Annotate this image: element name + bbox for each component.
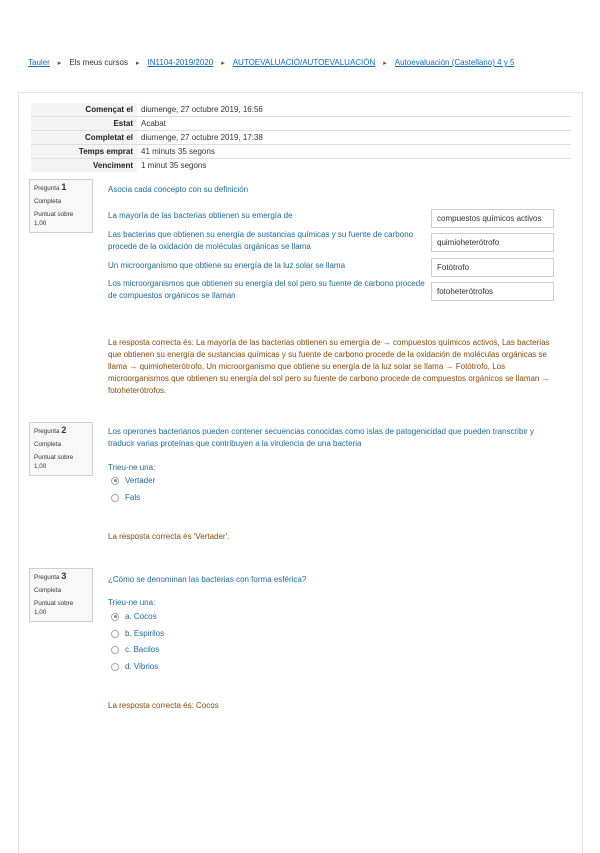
match-prompt: La mayoría de las bacterias obtienen su emergía de [108, 211, 293, 220]
breadcrumb-separator-icon: ▸ [57, 59, 62, 67]
choose-one-label: Trieu-ne una: [108, 598, 156, 607]
option-label: Vertader [125, 476, 156, 485]
question-number: 1 [61, 182, 67, 192]
summary-value: diumenge, 27 octubre 2019, 17:38 [137, 131, 571, 145]
summary-label: Estat [31, 117, 137, 131]
option-false[interactable] [111, 493, 140, 502]
summary-label: Començat el [31, 103, 137, 117]
summary-value: 41 minuts 35 segons [137, 145, 571, 159]
breadcrumb-section[interactable]: AUTOEVALUACIÓ/AUTOEVALUACIÓN [232, 58, 376, 67]
option-c[interactable] [111, 645, 159, 654]
question-grade: 1,00 [34, 609, 47, 616]
breadcrumb-dashboard[interactable]: Tauler [28, 58, 50, 67]
breadcrumb [28, 58, 588, 67]
radio-unchecked-icon[interactable] [111, 494, 119, 502]
choose-one-label: Trieu-ne una: [108, 463, 156, 472]
match-answer-select[interactable]: compuestos químicos activos [431, 209, 554, 228]
attempt-summary-table [31, 103, 571, 172]
summary-value: 1 minut 35 segons [137, 159, 571, 173]
question-grade-label: Puntuat sobre [34, 211, 74, 218]
question-3-feedback: La resposta correcta és: Cocos [108, 701, 219, 710]
question-label: Pregunta [34, 185, 60, 192]
table-row [31, 103, 571, 117]
radio-unchecked-icon[interactable] [111, 630, 119, 638]
radio-unchecked-icon[interactable] [111, 663, 119, 671]
option-label: a. Cocos [125, 612, 157, 621]
summary-label: Temps emprat [31, 145, 137, 159]
option-label: c. Bacilos [125, 645, 160, 654]
table-row [31, 131, 571, 145]
radio-unchecked-icon[interactable] [111, 646, 119, 654]
match-prompt: Las bacterias que obtienen su energía de sustancias químicas y su fuente de carbono procede de la oxidación de moléculas orgánicas se llama [108, 230, 414, 251]
question-1-text: Asocia cada concepto con su definición [108, 185, 249, 194]
question-2-feedback: La resposta correcta és 'Vertader'. [108, 532, 230, 541]
table-row [31, 145, 571, 159]
match-prompt: Un microorganismo que obtiene su energía de la luz solar se llama [108, 261, 346, 270]
question-state: Completa [34, 198, 61, 205]
question-number: 2 [61, 425, 67, 435]
question-grade-label: Puntuat sobre [34, 454, 74, 461]
breadcrumb-my-courses: Els meus cursos [69, 58, 128, 67]
question-number: 3 [61, 571, 67, 581]
option-label: d. Vibrios [125, 662, 159, 671]
option-a[interactable] [111, 612, 157, 621]
table-row [31, 159, 571, 173]
question-label: Pregunta [34, 428, 60, 435]
match-answer-select[interactable]: fotoheterótrofos [431, 282, 554, 301]
radio-checked-icon[interactable] [111, 613, 119, 621]
option-true[interactable] [111, 476, 155, 485]
match-answer-select[interactable]: quimioheterótrofo [431, 233, 554, 252]
question-grade-label: Puntuat sobre [34, 600, 74, 607]
option-b[interactable] [111, 629, 164, 638]
question-state: Completa [34, 441, 61, 448]
breadcrumb-separator-icon: ▸ [136, 59, 140, 67]
question-2-info [29, 422, 93, 476]
table-row [31, 117, 571, 131]
option-d[interactable] [111, 662, 158, 671]
question-3-info [29, 568, 93, 622]
question-1-info [29, 179, 93, 233]
match-answer-select[interactable]: Fotótrofo [431, 258, 554, 277]
breadcrumb-separator-icon: ▸ [221, 59, 225, 67]
question-1-feedback: La resposta correcta és: La mayoría de las bacterias obtienen su emergía de → compuestos químicos activos, Las bacterias que obtienen su energía de sustancias químicas y su fuente de carbono procede de la oxidación de moléculas orgánicas se llama → quimioheterótrofo, Un microorganismo que obtiene su energía de la luz solar se llama → Fotótrofo, Los microorganismos que obtienen su energía del sol pero su fuente de carbono procede de compuestos orgánicos se llaman → fotoheterótrofos. [108, 338, 550, 395]
question-label: Pregunta [34, 574, 60, 581]
question-state: Completa [34, 587, 61, 594]
match-prompt: Los microorganismos que obtienen su energía del sol pero su fuente de carbono procede de compuestos orgánicos se llaman [108, 279, 425, 300]
summary-value: diumenge, 27 octubre 2019, 16:56 [141, 105, 263, 114]
option-label: b. Espirilos [125, 629, 165, 638]
question-2-text: Los operones bacterianos pueden contener secuencias conocidas como islas de patogenicidad que pueden transcribir y traducir varias proteínas que contribuyen a la virulencia de una bacteria [108, 427, 535, 448]
summary-value: Acabat [137, 117, 571, 131]
question-grade: 1,00 [34, 463, 47, 470]
summary-label: Completat el [31, 131, 137, 145]
option-label: Fals [125, 493, 141, 502]
question-3-text: ¿Cómo se denominan las bacterias con forma esférica? [108, 575, 307, 584]
summary-label: Venciment [31, 159, 137, 173]
question-grade: 1,00 [34, 220, 47, 227]
breadcrumb-separator-icon: ▸ [383, 59, 387, 67]
radio-checked-icon[interactable] [111, 477, 119, 485]
quiz-review-region [18, 92, 583, 853]
breadcrumb-course[interactable]: IN1104-2019/2020 [147, 58, 214, 67]
breadcrumb-quiz[interactable]: Autoevaluación (Castellano) 4 y 5 [394, 58, 515, 67]
